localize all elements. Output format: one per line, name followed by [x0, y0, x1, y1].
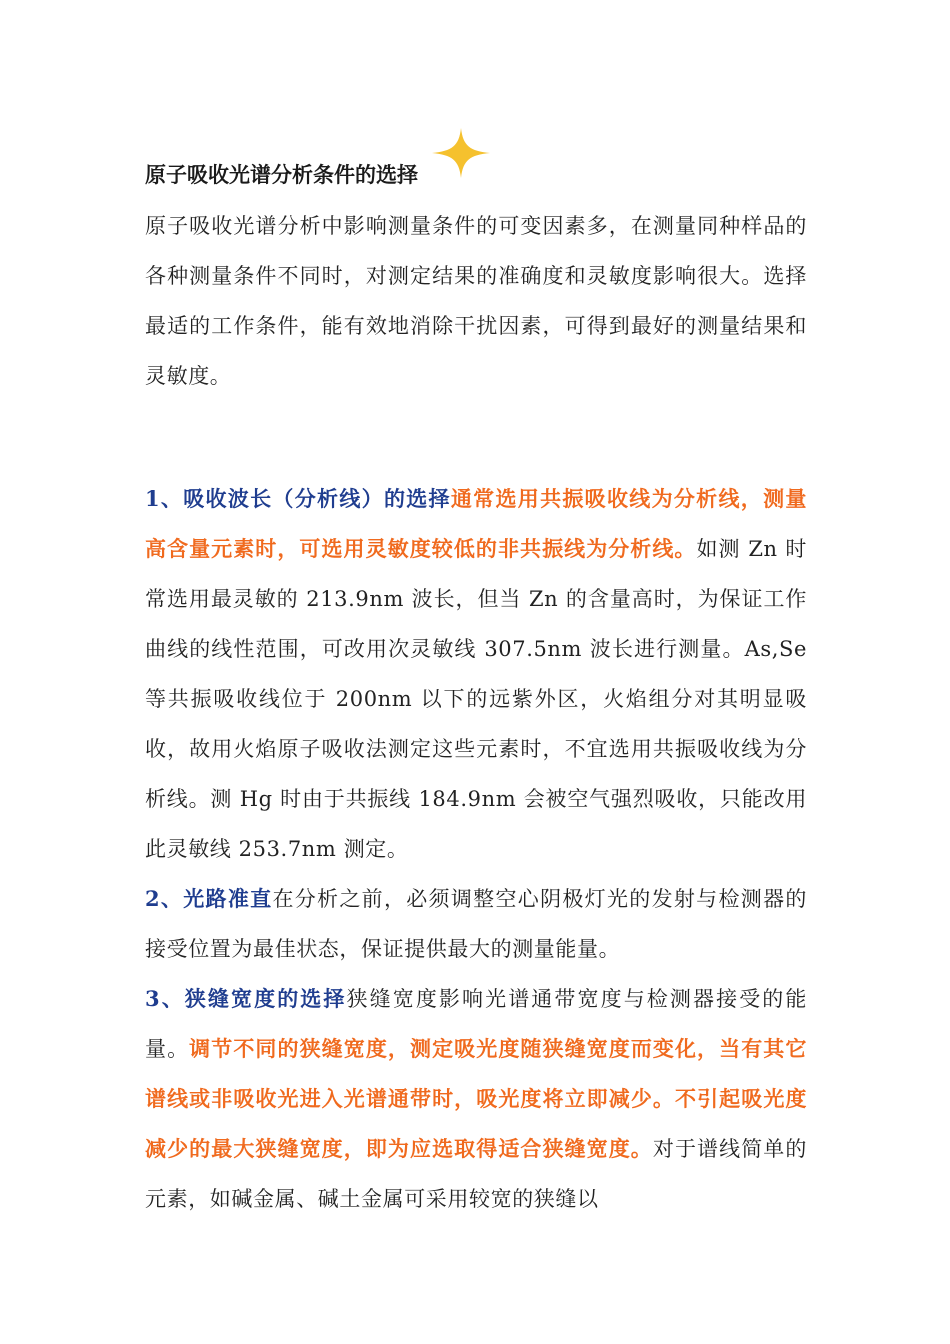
- highlight-text: 调节不同的狭缝宽度，测定吸光度随狭缝宽度而变化，当有其它谱线或非吸收光进入光谱通带时，吸光度将立即减少。不引起吸光度减少的最大狭缝宽度，即为应选取得适合狭缝宽度。: [145, 1036, 807, 1161]
- section-body: 对于谱线简单的元素，如碱金属、碱土金属可采用较宽的狭缝以: [145, 1137, 807, 1211]
- section-wavelength: [145, 474, 807, 874]
- section-heading: 1、吸收波长（分析线）的选择: [145, 486, 451, 511]
- document-title: 原子吸收光谱分析条件的选择: [145, 162, 418, 187]
- section-body: 如测 Zn 时常选用最灵敏的 213.9nm 波长，但当 Zn 的含量高时，为保证工作曲线的线性范围，可改用次灵敏线 307.5nm 波长进行测量。As,Se 等共振吸收线位于 200nm 以下的远紫外区，火焰组分对其明显吸收，故用火焰原子吸收法测定这些元素时，不宜选用共振吸收线为分析线。测 Hg 时由于共振线 184.9nm 会被空气强烈吸收，只能改用此灵敏线 253.7nm 测定。: [145, 537, 808, 861]
- section-body: 狭缝宽度影响光谱通带宽度与检测器接受的能量。: [145, 987, 808, 1061]
- highlight-text: 通常选用共振吸收线为分析线，测量高含量元素时，可选用灵敏度较低的非共振线为分析线。: [145, 486, 807, 561]
- section-heading: 2、光路准直: [145, 886, 273, 911]
- section-light-path: [145, 874, 807, 974]
- section-heading: 3、狭缝宽度的选择: [145, 986, 347, 1011]
- section-body: 在分析之前，必须调整空心阴极灯光的发射与检测器的接受位置为最佳状态，保证提供最大的测量能量。: [145, 887, 807, 961]
- intro-paragraph: 原子吸收光谱分析中影响测量条件的可变因素多，在测量同种样品的各种测量条件不同时，对测定结果的准确度和灵敏度影响很大。选择最适的工作条件，能有效地消除干扰因素，可得到最好的测量结果和灵敏度。: [145, 214, 807, 388]
- section-slit-width: [145, 974, 807, 1224]
